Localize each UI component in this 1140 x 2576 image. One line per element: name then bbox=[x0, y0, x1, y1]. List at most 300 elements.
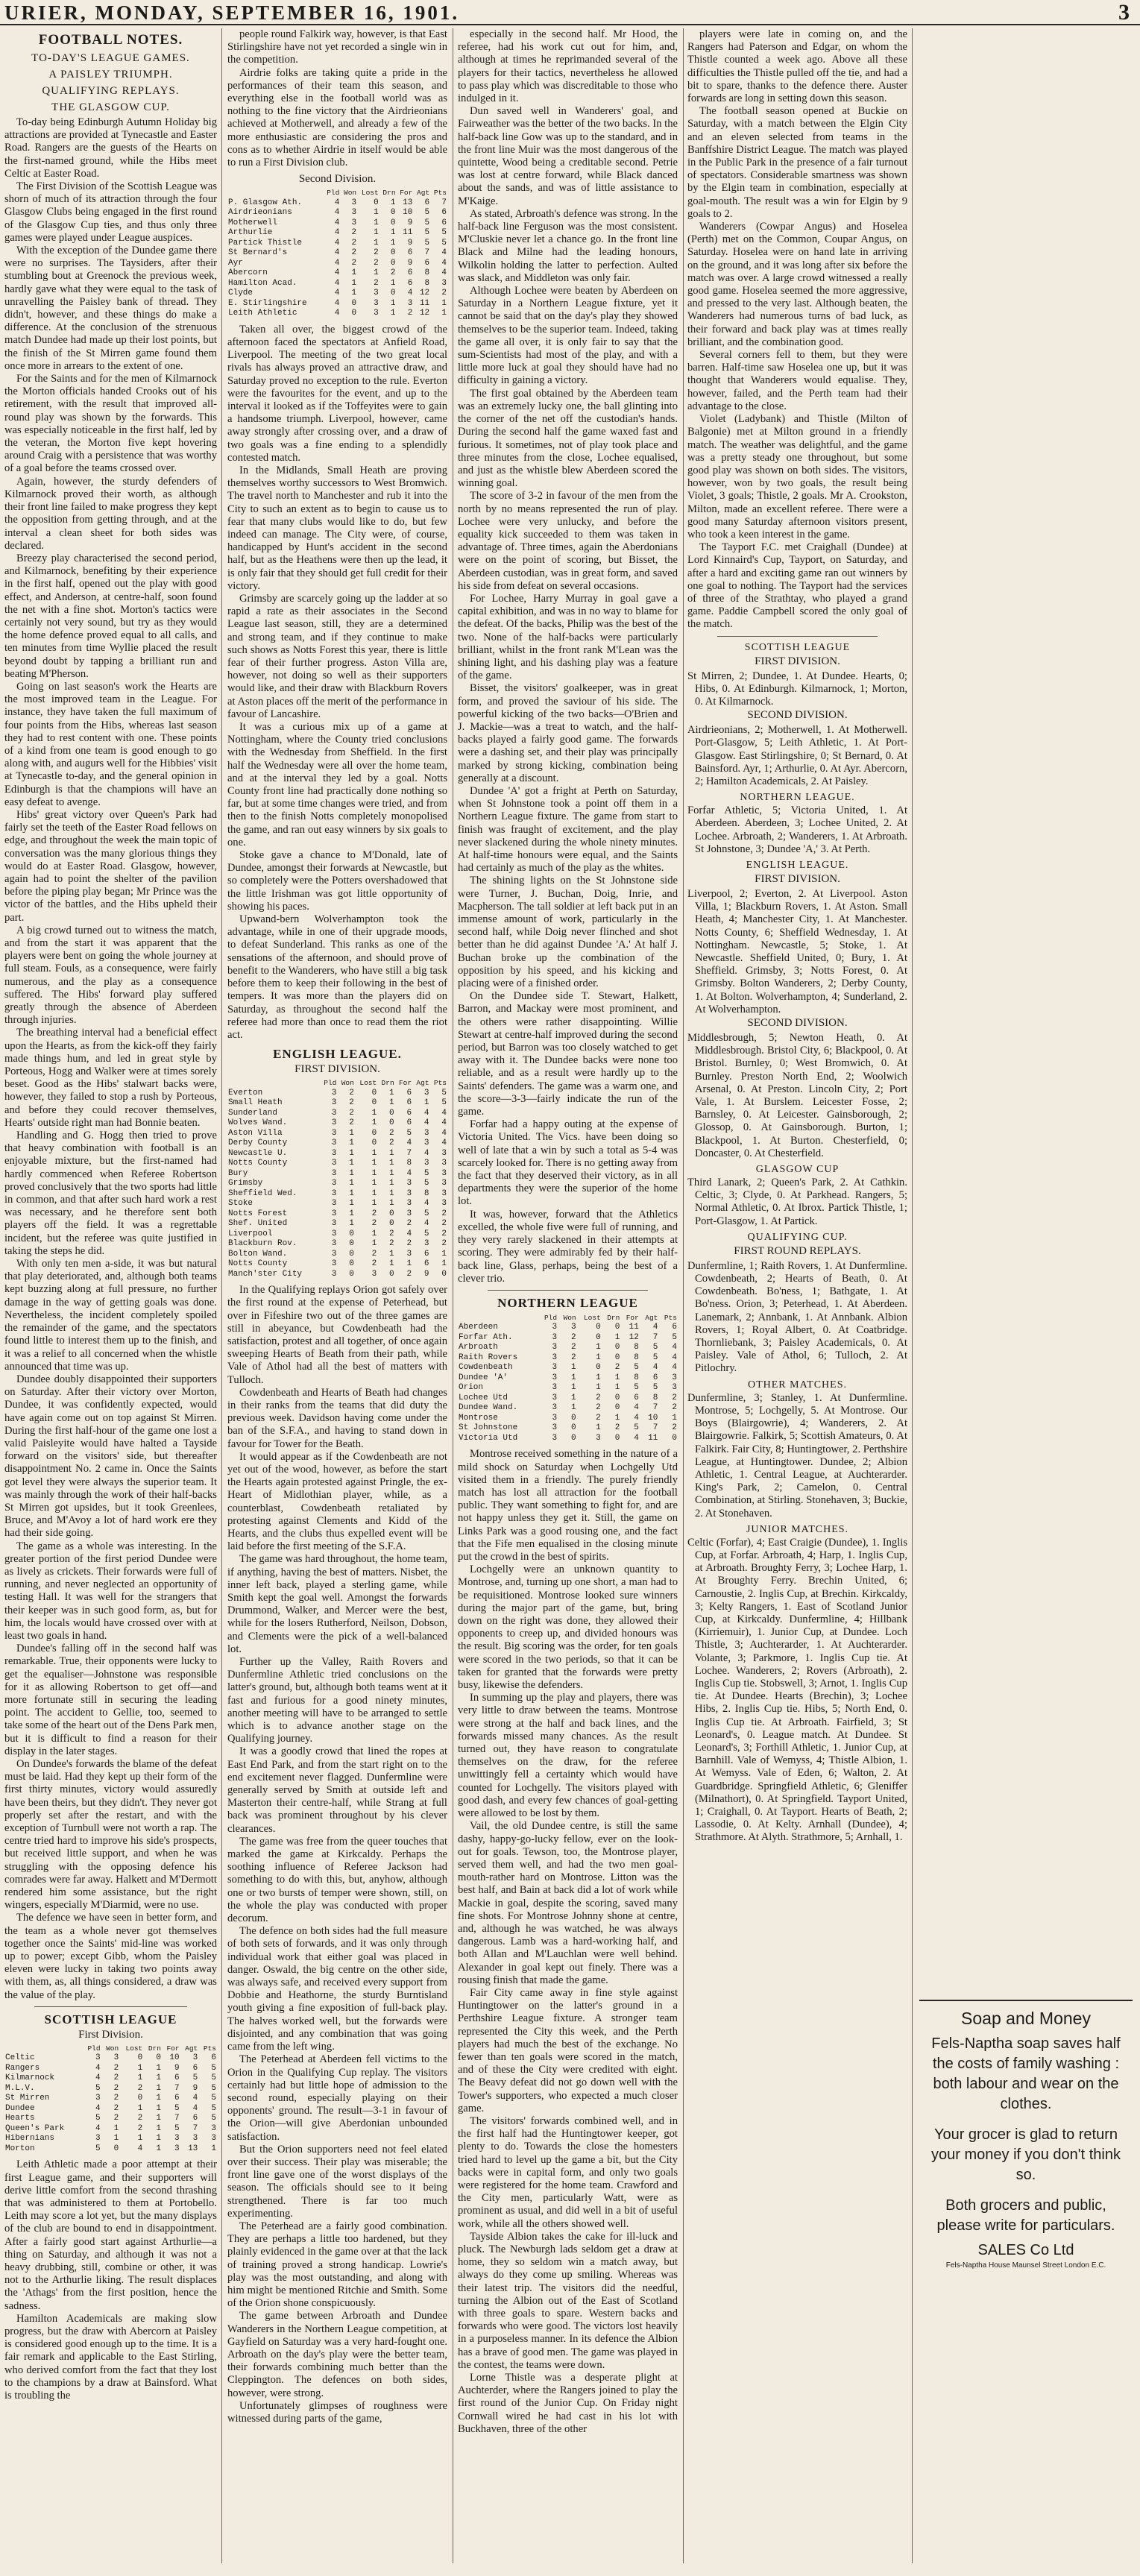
stat-cell: 2 bbox=[351, 228, 357, 238]
stat-cell: 0 bbox=[596, 1323, 601, 1332]
stat-cell: 12 bbox=[419, 309, 430, 318]
stat-cell: 1 bbox=[349, 1148, 354, 1158]
stat-cell: 6 bbox=[192, 2114, 198, 2123]
paragraph: Although Lochee were beaten by Aberdeen on Saturday in a Northern League fixture, yet it cannot be said that on the day's play they showed themselves to be the superior team. Indeed, taking the game all over, it is only fair to say that the sum-Scientists had most of the play, and with a little more luck at goal they should have had no difficulty in gaining a victory. bbox=[458, 285, 678, 387]
stat-cell: 3 bbox=[371, 1269, 377, 1279]
stat-cell: 4 bbox=[441, 1139, 447, 1148]
stat-cell: 1 bbox=[389, 1188, 394, 1198]
paragraph: The first goal obtained by the Aberdeen team was an extremely lucky one, the ball glinting into the corner of the net off the custodian's hands. During the second half the game waxed fast and furious. It sometimes, not of play took place and three minutes from the close, Lochee equalised, and just as the whistle blew Aberdeen scored the winning goal. bbox=[458, 387, 678, 490]
table-row bbox=[458, 1353, 678, 1364]
team-name-cell: St Johnstone bbox=[459, 1423, 518, 1433]
section-heading: GLASGOW CUP bbox=[755, 1164, 840, 1176]
team-name-cell: Newcastle U. bbox=[228, 1148, 288, 1158]
results-list: Forfar Athletic, 5; Victoria United, 1. At Aberdeen. Aberdeen, 3; Lochee United, 2. At Lochee. Arbroath, 2; Wanderers, 1. At Arbroath. St Johnstone, 3; Dundee 'A,' 3. At Perth. bbox=[687, 804, 907, 855]
stat-cell: 4 bbox=[334, 268, 340, 278]
stat-cell: 0 bbox=[614, 1323, 620, 1332]
team-name-cell: Notts County bbox=[228, 1159, 288, 1168]
stat-cell: 4 bbox=[334, 208, 340, 218]
paragraph: Airdrie folks are taking quite a pride in the performances of their team this season, and everything else in the football world was as nothing to the fine victory that the Airdrieonians achieved at Motherwell, and already a few of the more enthusiastic are considering the pros and cons as to whether Airdrie in itself would be able to run a First Division club. bbox=[227, 66, 447, 169]
stat-cell: 3 bbox=[441, 1148, 447, 1158]
paragraph: The breathing interval had a beneficial effect upon the Hearts, as from the kick-off they fairly made things hum, and led in great style by Porteous, Hogg and Walker were at times sorely beset. Good as the Hibs' stalwart backs were, however, they failed to stop a rush by Porteous, and before they could recover themselves, Hearts' outside right man had Bonnie beaten. bbox=[4, 1027, 217, 1129]
table-row bbox=[227, 1169, 447, 1180]
stat-cell: 2 bbox=[672, 1393, 677, 1402]
stat-cell: 4 bbox=[334, 198, 340, 207]
paragraph: players were late in coming on, and the Rangers had Paterson and Edgar, on whom the Thistle counted a week ago. Above all these difficulties the Thistle pulled off the tie, and had a bit to spare, thanks to the defence there. Auster forwards are long in setting down this season. bbox=[687, 28, 907, 105]
table-row bbox=[227, 1159, 447, 1169]
team-name-cell: Arthurlie bbox=[228, 228, 273, 238]
table-row bbox=[458, 1414, 678, 1424]
section-heading: QUALIFYING CUP. bbox=[747, 1231, 848, 1243]
table-row bbox=[458, 1423, 678, 1434]
paragraph: Again, however, the sturdy defenders of Kilmarnock proved their worth, as although their front line failed to make progress they kept the opposition from getting through, and at the interval a clean sheet for both sides was declared. bbox=[4, 475, 217, 552]
column-4 bbox=[687, 28, 907, 2563]
stat-cell: 5 bbox=[441, 228, 447, 238]
stat-cell: 8 bbox=[634, 1373, 639, 1382]
paragraph: As stated, Arbroath's defence was strong. In the half-back line Ferguson was the most consistent. M'Cluskie never let a chance go. In the front line Black and Milne had the leading honours, Wilkolin holding the latter to perfection. Aulted was slack, and Middleton was only fair. bbox=[458, 207, 678, 284]
stat-cell: 0 bbox=[374, 198, 379, 207]
stat-cell: 4 bbox=[423, 1108, 429, 1118]
stat-cell: 5 bbox=[441, 1088, 447, 1098]
stat-cell: 2 bbox=[596, 1413, 601, 1423]
stat-cell: 1 bbox=[371, 1199, 377, 1209]
stat-cell: 2 bbox=[406, 1269, 412, 1279]
stat-cell: 2 bbox=[113, 2103, 119, 2113]
stat-cell: 1 bbox=[137, 2073, 143, 2083]
stat-cell: 0 bbox=[349, 1259, 354, 1269]
stat-cell: 3 bbox=[331, 1179, 337, 1188]
paragraph: To-day being Edinburgh Autumn Holiday big attractions are provided at Tynecastle and Easter Road. Rangers are the guests of the Hearts on the first-named ground, while the Hibs meet Celtic at Easter Road. bbox=[4, 116, 217, 180]
table-row bbox=[227, 239, 447, 249]
stat-cell: 1 bbox=[406, 1259, 412, 1269]
stat-cell: 2 bbox=[351, 258, 357, 268]
stat-cell: 5 bbox=[174, 2103, 180, 2113]
stat-cell: 0 bbox=[390, 248, 396, 258]
team-name-cell: M.L.V. bbox=[5, 2083, 35, 2093]
stat-cell: 3 bbox=[174, 2134, 180, 2144]
team-name-cell: Arbroath bbox=[459, 1343, 498, 1352]
stat-cell: 4 bbox=[334, 309, 340, 318]
team-name-cell: Dundee 'A' bbox=[459, 1373, 508, 1382]
table-row bbox=[227, 1270, 447, 1280]
table-header-cell: Agt bbox=[416, 1079, 429, 1088]
paragraph: It was a curious mix up of a game at Nottingham, where the County tried conclusions with the Wednesday from Sheffield. In the first half the Wednesday were all over the home team, and at the interval they led by a goal. Notts County front line had practically done nothing so far, but at some time changes were tried, and from then to the finish Notts completely monopolised the game, and ran out easy winners by six goals to one. bbox=[227, 721, 447, 848]
stat-cell: 1 bbox=[349, 1188, 354, 1198]
stat-cell: 4 bbox=[192, 2094, 198, 2103]
stat-cell: 3 bbox=[331, 1168, 337, 1178]
stat-cell: 3 bbox=[331, 1249, 337, 1259]
stat-cell: 1 bbox=[113, 2134, 119, 2144]
league-table-division: FIRST DIVISION. bbox=[295, 1063, 380, 1076]
table-row bbox=[4, 2084, 217, 2094]
table-row bbox=[227, 1250, 447, 1260]
table-header-cell: Pts bbox=[203, 2044, 216, 2053]
stat-cell: 0 bbox=[672, 1433, 677, 1443]
stat-cell: 4 bbox=[672, 1343, 677, 1352]
stat-cell: 3 bbox=[374, 289, 379, 298]
team-name-cell: Airdrieonians bbox=[228, 208, 292, 218]
table-row bbox=[458, 1373, 678, 1384]
league-table bbox=[458, 1313, 678, 1444]
table-header-cell: Won bbox=[344, 189, 357, 198]
stat-cell: 6 bbox=[423, 1249, 429, 1259]
stat-cell: 4 bbox=[634, 1433, 639, 1443]
stat-cell: 2 bbox=[407, 309, 413, 318]
team-name-cell: P. Glasgow Ath. bbox=[228, 198, 303, 207]
team-name-cell: Forfar Ath. bbox=[459, 1332, 513, 1342]
stat-cell: 1 bbox=[374, 208, 379, 218]
section-heading: JUNIOR MATCHES. bbox=[746, 1523, 849, 1535]
stat-cell: 2 bbox=[371, 1249, 377, 1259]
stat-cell: 3 bbox=[331, 1259, 337, 1269]
stat-cell: 3 bbox=[552, 1323, 558, 1332]
stat-cell: 0 bbox=[389, 1219, 394, 1229]
stat-cell: 3 bbox=[211, 2123, 216, 2133]
section-heading: SCOTTISH LEAGUE bbox=[744, 641, 851, 653]
stat-cell: 0 bbox=[596, 1363, 601, 1373]
stat-cell: 4 bbox=[95, 2063, 101, 2073]
stat-cell: 1 bbox=[596, 1343, 601, 1352]
stat-cell: 4 bbox=[334, 218, 340, 227]
stat-cell: 6 bbox=[406, 1098, 412, 1108]
paragraph: Vail, the old Dundee centre, is still the same dashy, happy-go-lucky fellow, ever on the look-out for goals. Tewson, too, the Montrose player, served them well, and had the two men goal-mouth-rather hard on Montrose. Litton was the best half, and Bain at back did a lot of work while Mackie in goal, despite the scoring, saved many fine shots. For Montrose Johnny shone at centre, and, although he was watched, he was always dangerous. Lamb was a hard-working half, and both Allan and M'Lauchlan were well behind. Alexander in goal kept out finely. There was a rousing finish that made the game. bbox=[458, 1820, 678, 1986]
stat-cell: 2 bbox=[614, 1423, 620, 1433]
team-name-cell: Rangers bbox=[5, 2063, 40, 2073]
league-table-division: Second Division. bbox=[298, 173, 377, 186]
stat-cell: 2 bbox=[371, 1259, 377, 1269]
ad-line: your money if you don't think bbox=[931, 2147, 1121, 2163]
stat-cell: 0 bbox=[113, 2144, 119, 2153]
stat-cell: 2 bbox=[571, 1332, 576, 1342]
table-row bbox=[4, 2114, 217, 2124]
stat-cell: 2 bbox=[113, 2114, 119, 2123]
stat-cell: 2 bbox=[672, 1423, 677, 1433]
table-header-cell: Lost bbox=[359, 1079, 377, 1088]
team-name-cell: Victoria Utd bbox=[459, 1433, 518, 1443]
stat-cell: 5 bbox=[634, 1363, 639, 1373]
paragraph: Hibs' great victory over Queen's Park had fairly set the teeth of the Easter Road fellows on edge, and throughout the week the main topic of conversation was the many glorious things they would do at Easter Road. Glasgow, however, again had to point the shelter of the pavilion before the piping play began; Mr Prince was the victor of the battles, and the Hibs upheld their part. bbox=[4, 808, 217, 924]
paragraph: The visitors' forwards combined well, and in the first half had the Huntingtower keeper, got plenty to do. Towards the close the homesters tried hard to level up the game a bit, but the City backs were in capital form, and only two goals were registered for the home team. Crawford and the City men, particularly Watt, were as prominent as usual, and did well in a bit of useful work, while all the others showed well. bbox=[458, 2114, 678, 2230]
table-row bbox=[227, 1189, 447, 1200]
stat-cell: 1 bbox=[571, 1373, 576, 1382]
stat-cell: 1 bbox=[349, 1209, 354, 1218]
stat-cell: 4 bbox=[334, 258, 340, 268]
stat-cell: 3 bbox=[331, 1199, 337, 1209]
stat-cell: 1 bbox=[156, 2123, 161, 2133]
stat-cell: 1 bbox=[596, 1373, 601, 1382]
table-header-cell: Agt bbox=[645, 1313, 658, 1322]
paragraph: With the exception of the Dundee game there were no surprises. The Taysiders, after their stumbling bout at Greenock the previous week, hardly gave what they were equal to the task of unravelling the Paisley bank of thread. They didn't, however, and these things do make a difference. At the conclusion of the strenuous match Dundee had made up their lost points, but the finish of the St Mirren game found them once more in arrears to the extent of one. bbox=[4, 245, 217, 372]
stat-cell: 4 bbox=[334, 289, 340, 298]
table-row bbox=[458, 1343, 678, 1353]
stat-cell: 2 bbox=[371, 1219, 377, 1229]
stat-cell: 1 bbox=[374, 268, 379, 278]
stat-cell: 3 bbox=[406, 1179, 412, 1188]
stat-cell: 2 bbox=[371, 1209, 377, 1218]
table-header-cell: Agt bbox=[417, 189, 430, 198]
stat-cell: 1 bbox=[349, 1168, 354, 1178]
league-table-division: First Division. bbox=[78, 2028, 143, 2041]
divider bbox=[34, 2006, 187, 2007]
ad-line: Fels-Naptha soap saves half bbox=[931, 2035, 1121, 2052]
stat-cell: 6 bbox=[424, 198, 430, 207]
team-name-cell: Derby County bbox=[228, 1139, 288, 1148]
column-2 bbox=[227, 28, 447, 2563]
stat-cell: 10 bbox=[648, 1413, 658, 1423]
paragraph: Dundee's falling off in the second half was remarkable. True, their opponents were lucky to get the equaliser—Johnstone was responsible for it as allowing Robertson to get off—and more fortunate still in securing the leading point. The accident to Gellie, too, seemed to take some of the heart out of the Dens Park men, but it is difficult to find a reason for their display in the later stages. bbox=[4, 1643, 217, 1757]
stat-cell: 6 bbox=[192, 2063, 198, 2073]
stat-cell: 3 bbox=[331, 1239, 337, 1249]
team-name-cell: Manch'ster City bbox=[228, 1269, 303, 1279]
stat-cell: 8 bbox=[424, 268, 430, 278]
stat-cell: 7 bbox=[174, 2083, 180, 2093]
paragraph: Forfar had a happy outing at the expense of Victoria United. The Vics. have been doing so well of late that a win by such a total as 5-4 was scarcely looked for. There is no getting away from the fact that they deserved their victory, as in all departments they were the superior of the home lot. bbox=[458, 1118, 678, 1208]
results-list: Dunfermline, 3; Stanley, 1. At Dunfermline. Montrose, 5; Lochgelly, 5. At Montrose. Our Boys (Blairgowrie), 4; Wanderers, 2. At Blairgowrie. Falkirk, 5; Scottish Amateurs, 0. At Falkirk. Fair City, 8; Huntingtower, 2. Perthshire League, at Huntingtower. Dundee, 2; Albion Athletic, 1. Central League, at Auchterarder. King's Park, 2; Camelon, 0. Central Combination, at Stirling. Stonehaven, 3; Buckie, 2. At Stonehaven. bbox=[687, 1391, 907, 1520]
stat-cell: 6 bbox=[652, 1373, 658, 1382]
table-header-cell: Pld bbox=[87, 2044, 101, 2053]
stat-cell: 1 bbox=[614, 1332, 620, 1342]
table-row bbox=[227, 1109, 447, 1119]
stat-cell: 2 bbox=[113, 2073, 119, 2083]
table-header-row bbox=[227, 1078, 447, 1089]
stat-cell: 2 bbox=[374, 248, 379, 258]
stat-cell: 4 bbox=[406, 1168, 412, 1178]
stat-cell: 0 bbox=[156, 2053, 161, 2063]
stat-cell: 1 bbox=[156, 2144, 161, 2153]
table-row bbox=[458, 1403, 678, 1414]
team-name-cell: E. Stirlingshire bbox=[228, 298, 307, 308]
stat-cell: 4 bbox=[406, 1139, 412, 1148]
team-name-cell: Wolves Wand. bbox=[228, 1118, 288, 1128]
newspaper-title: URIER, MONDAY, SEPTEMBER 16, 1901. bbox=[4, 1, 460, 24]
stat-cell: 0 bbox=[390, 258, 396, 268]
stat-cell: 5 bbox=[652, 1383, 658, 1393]
stat-cell: 1 bbox=[374, 238, 379, 248]
table-row bbox=[4, 2064, 217, 2074]
stat-cell: 3 bbox=[441, 1199, 447, 1209]
stat-cell: 0 bbox=[614, 1433, 620, 1443]
paragraph: In summing up the play and players, there was very little to draw between the teams. Montrose were strong at the half and back lines, and the forwards missed many chances. As the result turned out, they have reason to congratulate themselves on the draw, for the referee unwittingly fell a certainty which would have counted for Lochgelly. The visitors played with good dash, and every few chances of goal-getting were allowed to be lost by them. bbox=[458, 1692, 678, 1820]
stat-cell: 6 bbox=[634, 1393, 639, 1402]
table-row bbox=[458, 1434, 678, 1444]
table-header-cell: Lost bbox=[125, 2044, 143, 2053]
ad-line: clothes. bbox=[1000, 2096, 1052, 2112]
stat-cell: 1 bbox=[349, 1219, 354, 1229]
table-row bbox=[227, 228, 447, 239]
stat-cell: 1 bbox=[672, 1413, 677, 1423]
stat-cell: 1 bbox=[571, 1393, 576, 1402]
table-row bbox=[4, 2094, 217, 2104]
paragraph: On Dundee's forwards the blame of the defeat must be laid. Had they kept up their form of the first thirty minutes, victory would assuredly have been theirs, but they didn't. They never got properly set after the restart, and with the exception of Turnbull were not worth a rap. The centre tried hard to improve his side's prospects, but received little support, and when he was struggling with the opposing defence his comrades were far away. Halkett and M'Dermott rendered him some assistance, but the right wingers, especially M'Diarmid, were no use. bbox=[4, 1758, 217, 1912]
stat-cell: 12 bbox=[419, 289, 430, 298]
table-header-cell: For bbox=[400, 189, 413, 198]
team-name-cell: Notts Forest bbox=[228, 1209, 288, 1218]
paragraph: Upwand-bern Wolverhampton took the advantage, while in one of their upgrade moods, to defeat Sunderland. This ranks as one of the sensations of the afternoon, and should prove of benefit to the Wanderers, who have still a big task before them to keep their following in the best of tempers. It was more than the players did on Saturday, as throughout the second half the referee had more than once to read them the riot act. bbox=[227, 913, 447, 1041]
table-header-row bbox=[458, 1313, 678, 1323]
team-name-cell: Notts County bbox=[228, 1259, 288, 1269]
table-row bbox=[458, 1323, 678, 1333]
stat-cell: 0 bbox=[349, 1239, 354, 1249]
stat-cell: 1 bbox=[389, 1168, 394, 1178]
table-row bbox=[227, 1098, 447, 1109]
stat-cell: 1 bbox=[389, 1259, 394, 1269]
paragraph: Grimsby are scarcely going up the ladder at so rapid a rate as their associates in the Second League last season, still, they are a determined and strong team, and if they continue to make such shows as Notts Forest this year, there is little fear of their further progress. Aston Villa are, however, not doing so well as their supporters would like, and their draw with Blackburn Rovers at Aston places off the merit of the performance in favour of Lancashire. bbox=[227, 593, 447, 720]
stat-cell: 3 bbox=[331, 1098, 337, 1108]
stat-cell: 4 bbox=[334, 278, 340, 288]
section-heading: NORTHERN LEAGUE. bbox=[740, 792, 855, 804]
league-table bbox=[227, 1078, 447, 1279]
paragraph: Wanderers (Cowpar Angus) and Hoselea (Perth) met on the Common, Coupar Angus, on Saturday. Hoselea were on hand late in arriving on the ground, and it was long after six before the match was over. A large crowd witnessed a really good game. Hoselea seemed the more aggressive, and pressed to the very last. Although beaten, the Wanderers had numerous turns of bad luck, as their forward and back play was at times really brilliant, and the combination good. bbox=[687, 221, 907, 348]
table-row bbox=[227, 1209, 447, 1220]
stat-cell: 3 bbox=[406, 1249, 412, 1259]
stat-cell: 5 bbox=[95, 2114, 101, 2123]
section-subheading: FIRST DIVISION. bbox=[755, 872, 840, 885]
stat-cell: 1 bbox=[351, 268, 357, 278]
team-name-cell: Sunderland bbox=[228, 1108, 278, 1118]
stat-cell: 1 bbox=[371, 1108, 377, 1118]
stat-cell: 0 bbox=[389, 1209, 394, 1218]
stat-cell: 2 bbox=[596, 1403, 601, 1413]
paragraph: especially in the second half. Mr Hood, the referee, had his work cut out for him, and, although at times he reprimanded several of the players for their tactics, nevertheless he allowed to pass play which was discreditable to those who indulged in it. bbox=[458, 28, 678, 105]
stat-cell: 3 bbox=[331, 1209, 337, 1218]
masthead bbox=[0, 0, 1140, 25]
paragraph: people round Falkirk way, however, is that East Stirlingshire have not yet recorded a single win in the competition. bbox=[227, 28, 447, 66]
stat-cell: 0 bbox=[571, 1423, 576, 1433]
stat-cell: 3 bbox=[552, 1423, 558, 1433]
league-table-title: SCOTTISH LEAGUE bbox=[44, 2012, 177, 2027]
stat-cell: 5 bbox=[441, 238, 447, 248]
table-row bbox=[227, 1139, 447, 1149]
stat-cell: 1 bbox=[156, 2083, 161, 2093]
stat-cell: 1 bbox=[614, 1413, 620, 1423]
stat-cell: 5 bbox=[423, 1168, 429, 1178]
paragraph: The game as a whole was interesting. In the greater portion of the first period Dundee were as lively as crickets. Their forwards were full of running, and never neglected an opportunity of testing Hall. It was well for the strangers that their keeper was in such good form, as, but for him, the locals would have crossed over with at least two goals in hand. bbox=[4, 1540, 217, 1642]
stat-cell: 1 bbox=[571, 1383, 576, 1393]
stat-cell: 11 bbox=[648, 1433, 658, 1443]
stat-cell: 5 bbox=[423, 1179, 429, 1188]
paragraph: Going on last season's work the Hearts are the most improved team in the League. For instance, they have taken the full maximum of four points from the Hibs, whereas last season they had to rest content with one. These points of a kind from one team is good enough to go along with, and augurs well for the Hibbies' visit at Tynecastle to-day, and the general opinion in Edinburgh is that the champions will have an easy defeat to avenge. bbox=[4, 680, 217, 808]
paragraph: Unfortunately glimpses of roughness were witnessed during parts of the game, bbox=[227, 2399, 447, 2425]
league-table bbox=[227, 188, 447, 319]
stat-cell: 10 bbox=[403, 208, 413, 218]
table-header-cell: Drn bbox=[148, 2044, 161, 2053]
stat-cell: 6 bbox=[406, 1088, 412, 1098]
stat-cell: 3 bbox=[211, 2134, 216, 2144]
stat-cell: 3 bbox=[406, 1188, 412, 1198]
table-row bbox=[4, 2144, 217, 2155]
paragraph: The shining lights on the St Johnstone side were Turner, J. Buchan, Doig, Inrie, and Macpherson. The tall soldier at left back put in an immense amount of work, particularly in the second half, while Doig never flinched and shot better than he did against Dundee 'A.' At half J. Buchan broke up the combination of the opposition by his speed, and his kicking and placing were of a finished order. bbox=[458, 875, 678, 990]
results-list: Liverpool, 2; Everton, 2. At Liverpool. Aston Villa, 1; Blackburn Rovers, 1. At Aston. Small Heath, 4; Manchester City, 1. At Manchester. Notts County, 6; Sheffield Wednesday, 1. At Nottingham. Newcastle, 5; Stoke, 1. At Newcastle. Sheffield United, 0; Bury, 1. At Sheffield. Grimsby, 3; Notts Forest, 0. At Grimsby. Bolton Wanderers, 2; Derby County, 1. At Bolton. Wolverhampton, 4; Sunderland, 2. At Wolverhampton. bbox=[687, 887, 907, 1015]
stat-cell: 3 bbox=[331, 1118, 337, 1128]
table-row bbox=[4, 2104, 217, 2114]
stat-cell: 4 bbox=[95, 2073, 101, 2083]
stat-cell: 3 bbox=[552, 1352, 558, 1362]
stat-cell: 1 bbox=[371, 1239, 377, 1249]
stat-cell: 0 bbox=[371, 1088, 377, 1098]
stat-cell: 7 bbox=[652, 1403, 658, 1413]
stat-cell: 4 bbox=[192, 2103, 198, 2113]
table-header-cell bbox=[227, 188, 323, 198]
table-row bbox=[458, 1394, 678, 1404]
stat-cell: 2 bbox=[406, 1239, 412, 1249]
stat-cell: 5 bbox=[174, 2123, 180, 2133]
team-name-cell: Sheffield Wed. bbox=[228, 1188, 297, 1198]
stat-cell: 1 bbox=[374, 218, 379, 227]
stat-cell: 0 bbox=[614, 1403, 620, 1413]
stat-cell: 4 bbox=[137, 2144, 143, 2153]
stat-cell: 0 bbox=[349, 1229, 354, 1238]
stat-cell: 5 bbox=[652, 1343, 658, 1352]
stat-cell: 1 bbox=[374, 228, 379, 238]
team-name-cell: Aberdeen bbox=[459, 1323, 498, 1332]
stat-cell: 2 bbox=[351, 238, 357, 248]
team-name-cell: Everton bbox=[228, 1088, 263, 1098]
stat-cell: 1 bbox=[371, 1168, 377, 1178]
team-name-cell: Hamilton Acad. bbox=[228, 278, 297, 288]
stat-cell: 0 bbox=[390, 289, 396, 298]
table-header-cell: Pld bbox=[324, 1079, 337, 1088]
stat-cell: 0 bbox=[137, 2094, 143, 2103]
section-subheading: SECOND DIVISION. bbox=[747, 1017, 848, 1030]
team-name-cell: Morton bbox=[5, 2144, 35, 2153]
stat-cell: 5 bbox=[211, 2094, 216, 2103]
stat-cell: 1 bbox=[211, 2144, 216, 2153]
stat-cell: 4 bbox=[441, 1108, 447, 1118]
stat-cell: 1 bbox=[371, 1159, 377, 1168]
stat-cell: 2 bbox=[113, 2063, 119, 2073]
stat-cell: 3 bbox=[423, 1088, 429, 1098]
stat-cell: 3 bbox=[672, 1373, 677, 1382]
team-name-cell: Hearts bbox=[5, 2114, 35, 2123]
paragraph: Bisset, the visitors' goalkeeper, was in great form, and proved the saviour of his side. The powerful kicking of the two backs—O'Brien and J. Mackie—was a treat to watch, and the half-backs played a fairly good game. The forwards were a dashing set, and their play was principally marked by strong kicking, combination being generally at a discount. bbox=[458, 682, 678, 784]
column-3 bbox=[458, 28, 678, 2563]
column-5 bbox=[916, 28, 1136, 2563]
ad-line: Both grocers and public, bbox=[945, 2197, 1106, 2214]
team-name-cell: Celtic bbox=[5, 2053, 35, 2063]
stat-cell: 3 bbox=[552, 1363, 558, 1373]
stat-cell: 4 bbox=[334, 298, 340, 308]
results-list: St Mirren, 2; Dundee, 1. At Dundee. Hearts, 0; Hibs, 0. At Edinburgh. Kilmarnock, 1; Morton, 0. At Kilmarnock. bbox=[687, 670, 907, 708]
team-name-cell: Small Heath bbox=[228, 1098, 283, 1108]
table-row bbox=[458, 1383, 678, 1394]
stat-cell: 4 bbox=[441, 1128, 447, 1138]
paragraph: In the Qualifying replays Orion got safely over the first round at the expense of Peterhead, but over in Fifeshire two out of the three games are still in abeyance, but Cowdenbeath had the satisfaction, protest and all together, of once again sweeping Hearts of Beath from their path, while Vale of Athol had all the best of matters with Tulloch. bbox=[227, 1284, 447, 1386]
stat-cell: 0 bbox=[596, 1332, 601, 1342]
stat-cell: 5 bbox=[424, 218, 430, 227]
stat-cell: 7 bbox=[174, 2114, 180, 2123]
stat-cell: 1 bbox=[349, 1159, 354, 1168]
paragraph: Fair City came away in fine style against Huntingtower on the latter's ground in a Perthshire League fixture. A stronger team represented the City this week, and the Perth players had much the best of the exchange. No fewer than ten goals were scored in the match, and of these the City were credited with eight. The Beavy defeat did not go down well with the Tower's supporters, who expected a much closer game. bbox=[458, 1986, 678, 2114]
stat-cell: 0 bbox=[137, 2053, 143, 2063]
paragraph: The game between Arbroath and Dundee Wanderers in the Northern League competition, at Gayfield on Saturday was a very hard-fought one. Arbroath on the day's play were the better team, their forwards combining much better than the Cleppington. The defences on both sides, however, were strong. bbox=[227, 2310, 447, 2399]
stat-cell: 5 bbox=[211, 2114, 216, 2123]
article-subheading: A PAISLEY TRIUMPH. bbox=[48, 69, 173, 81]
paragraph: It was a goodly crowd that lined the ropes at East End Park, and from the start right on to the end excitement never flagged. Dunfermline were generally served by Smith at outside left and Masterton their centre-half, while Strang at full back was prominent throughout by his clever clearances. bbox=[227, 1745, 447, 1835]
paragraph: It was, however, forward that the Athletics excelled, the whole five were full of running, and they very rarely slackened in their attempts at scoring. They were admirably fed by their half-back line, Glass, perhaps, being the best of a clever trio. bbox=[458, 1208, 678, 1285]
stat-cell: 1 bbox=[349, 1179, 354, 1188]
stat-cell: 1 bbox=[137, 2063, 143, 2073]
team-name-cell: Lochee Utd bbox=[459, 1393, 508, 1402]
stat-cell: 1 bbox=[351, 289, 357, 298]
stat-cell: 1 bbox=[389, 1249, 394, 1259]
stat-cell: 13 bbox=[403, 198, 413, 207]
stat-cell: 4 bbox=[672, 1363, 677, 1373]
stat-cell: 4 bbox=[441, 1118, 447, 1128]
stat-cell: 6 bbox=[211, 2053, 216, 2063]
stat-cell: 1 bbox=[371, 1118, 377, 1128]
stat-cell: 9 bbox=[174, 2063, 180, 2073]
stat-cell: 3 bbox=[374, 309, 379, 318]
stat-cell: 1 bbox=[423, 1098, 429, 1108]
